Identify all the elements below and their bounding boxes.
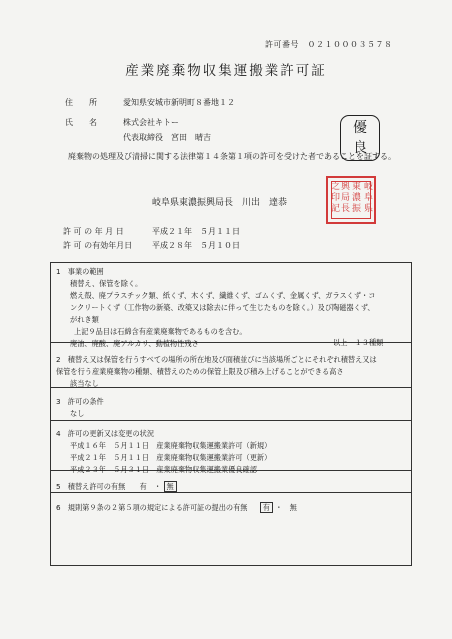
transfer-storage-line: 2 積替え又は保管を行うすべての場所の所在地及び面積並びに当該場所ごとにそれぞれ積替え又は	[56, 355, 377, 364]
transfer-permit-line	[56, 481, 177, 493]
permit-date-label: 許 可 の 年 月 日	[63, 227, 124, 236]
scope-line: 積替え、保管を除く。	[70, 279, 143, 288]
permit-date-value: 平成２１年 ５月１１日	[152, 227, 240, 236]
scope-line: 燃え殻、廃プラスチック類、紙くず、木くず、繊維くず、ゴムくず、金属くず、ガラスくず・コ	[70, 291, 376, 300]
seal-char: 東	[352, 182, 362, 192]
name-label: 氏 名	[65, 118, 97, 127]
submission-line	[56, 502, 297, 514]
badge-char-2: 良	[353, 140, 367, 156]
company-name: 株式会社キトー	[123, 118, 179, 127]
scope-line: がれき類	[70, 315, 99, 324]
issuer-name: 岐阜県東濃振興局長 川出 達恭	[152, 198, 288, 208]
seal-char: 記	[331, 204, 341, 214]
certification-text: 廃棄物の処理及び清掃に関する法律第１４条第１項の許可を受けた者であることを証する。	[68, 152, 396, 161]
transfer-permit-label: 5 積替え許可の有無 有 ・	[56, 482, 162, 491]
scope-line: 上記９品目は石綿含有産業廃棄物であるものを含む。	[74, 327, 247, 336]
submission-selected: 有	[260, 502, 273, 513]
seal-char: 濃	[352, 193, 362, 203]
expiry-date-label: 許 可 の有効年月日	[63, 241, 133, 250]
seal-char: 振	[352, 204, 362, 214]
transfer-permit-selected: 無	[164, 481, 177, 492]
seal-char: 印	[331, 193, 341, 203]
history-title: 4 許可の更新又は変更の状況	[56, 429, 155, 438]
transfer-storage-line: 保管を行う産業廃棄物の種類、積替えのための保管上限及び積み上げることができる高さ	[56, 367, 344, 376]
history-row: 平成２３年 ５月３１日 産業廃棄物収集運搬業優良確認	[70, 465, 257, 474]
submission-rest: ・ 無	[275, 503, 297, 512]
conditions-value: なし	[70, 409, 85, 418]
permit-number: 許可番号 ０２１０００３５７８	[265, 40, 393, 49]
seal-char: 局	[341, 193, 351, 203]
certificate-title: 産業廃棄物収集運搬業許可証	[125, 63, 327, 79]
expiry-date-value: 平成２８年 ５月１０日	[152, 241, 240, 250]
history-row: 平成１６年 ５月１１日 産業廃棄物収集運搬業許可（新規）	[70, 441, 272, 450]
scope-line: ンクリートくず（工作物の新築、改築又は除去に伴って生じたものを除く。）及び陶磁器くず、	[70, 303, 375, 312]
divider	[50, 420, 411, 421]
seal-char: 之	[331, 182, 341, 192]
submission-label: 6 規則第９条の２第５項の規定による許可証の提出の有無	[56, 503, 248, 512]
representative-name: 代表取締役 宮田 晴吉	[123, 133, 211, 142]
official-seal	[326, 176, 376, 224]
seal-char: 長	[341, 204, 351, 214]
seal-char: 岐	[364, 182, 374, 192]
divider	[50, 387, 411, 388]
badge-char-1: 優	[353, 120, 367, 136]
address-label: 住 所	[65, 98, 97, 107]
scope-title: 1 事業の範囲	[56, 267, 104, 276]
seal-char: 阜	[364, 193, 374, 203]
transfer-storage-value: 該当なし	[70, 379, 99, 388]
scope-line: 廃油、廃酸、廃アルカリ、動植物性残さ	[70, 339, 199, 348]
conditions-title: 3 許可の条件	[56, 397, 104, 406]
address-value: 愛知県安城市新明町８番地１２	[123, 98, 235, 107]
seal-char: 興	[341, 182, 351, 192]
history-row: 平成２１年 ５月１１日 産業廃棄物収集運搬業許可（更新）	[70, 453, 272, 462]
seal-char: 県	[364, 204, 374, 214]
scope-total: 以上 １３種類	[333, 338, 384, 347]
